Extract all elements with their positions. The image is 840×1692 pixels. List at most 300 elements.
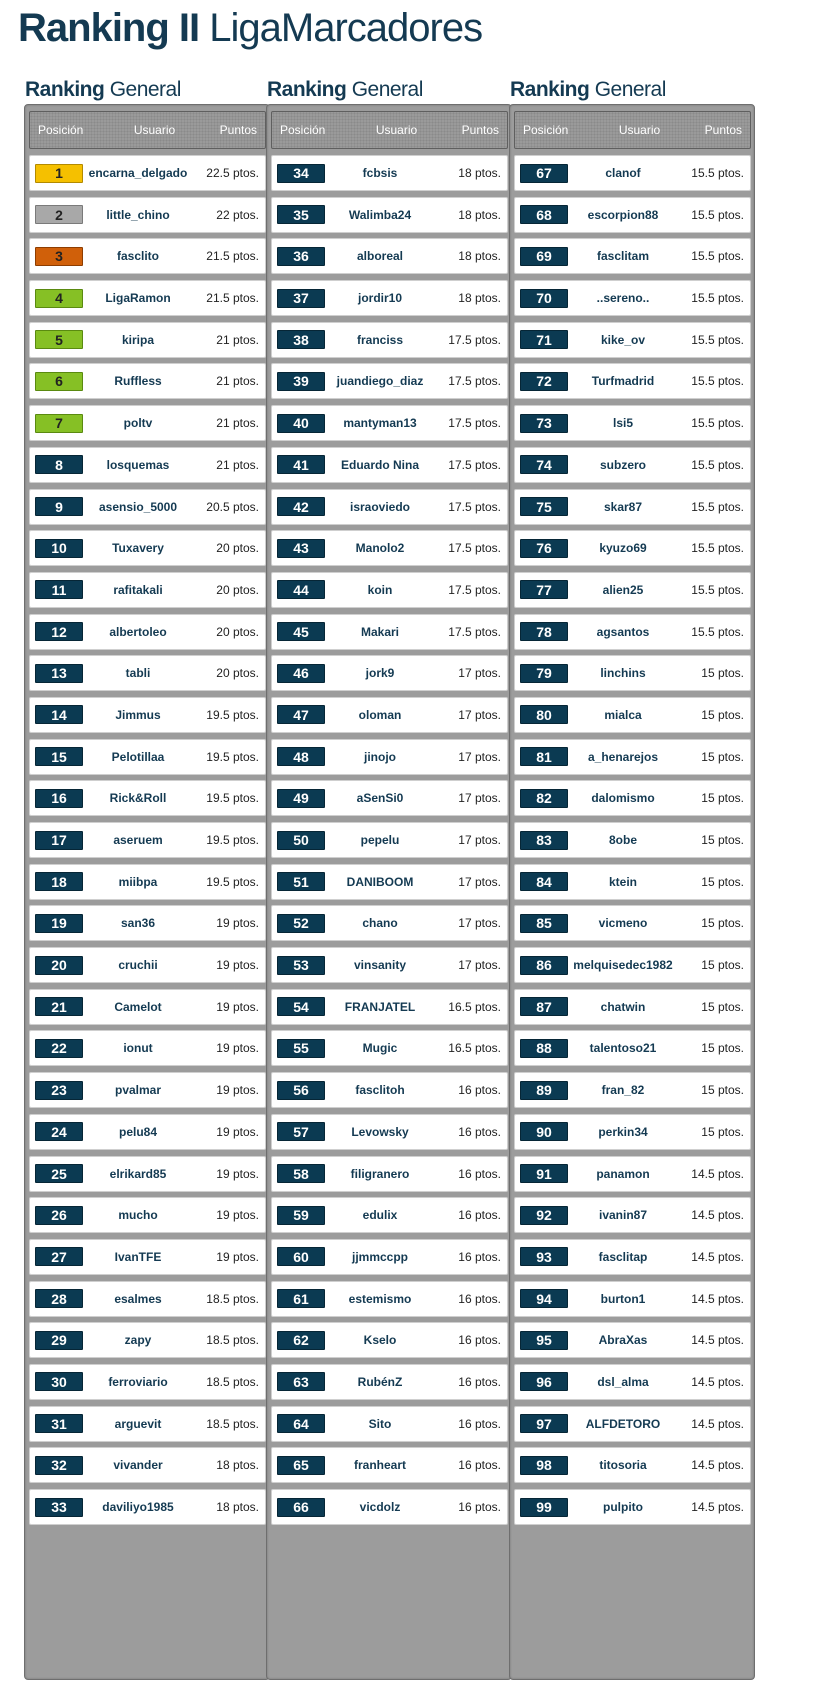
points-value: 20 ptos.: [216, 541, 259, 556]
username: ivanin87: [598, 1208, 648, 1223]
points-value: 16.5 ptos.: [448, 999, 501, 1014]
username: Sito: [368, 1416, 392, 1431]
points-value: 18.5 ptos.: [206, 1416, 259, 1431]
points-value: 15 ptos.: [701, 833, 744, 847]
points-value: 16 ptos.: [458, 1416, 501, 1431]
ranking-row: [29, 822, 266, 858]
ranking-row: [514, 780, 751, 816]
ranking-row: [514, 1364, 751, 1400]
username: Jimmus: [115, 707, 161, 722]
position-badge: 60: [277, 1247, 325, 1266]
points-value: 17 ptos.: [458, 958, 501, 973]
position-badge: 50: [277, 831, 325, 850]
position-badge: 39: [277, 372, 325, 391]
points-value: 22.5 ptos.: [206, 166, 259, 180]
ranking-row: [29, 322, 266, 358]
username: vicdolz: [359, 1500, 401, 1514]
points-value: 21 ptos.: [216, 374, 259, 389]
ranking-row: [514, 1489, 751, 1525]
username: losquemas: [106, 457, 170, 472]
position-badge: 76: [520, 539, 568, 558]
ranking-row: [29, 1156, 266, 1192]
ranking-row: [271, 447, 508, 483]
column-title-bold: Ranking: [510, 78, 590, 101]
position-badge: 65: [277, 1456, 325, 1475]
position-badge: 4: [35, 289, 83, 308]
username: juandiego_diaz: [336, 374, 424, 389]
ranking-row: [271, 864, 508, 900]
points-value: 21 ptos.: [216, 332, 259, 347]
ranking-row: [29, 1239, 266, 1275]
column-title-light: General: [594, 78, 666, 101]
username: estemismo: [348, 1291, 412, 1306]
points-value: 17.5 ptos.: [448, 499, 501, 514]
points-value: 16.5 ptos.: [448, 1041, 501, 1056]
username: edulix: [362, 1208, 398, 1223]
username: rafitakali: [113, 582, 163, 597]
points-value: 15 ptos.: [701, 749, 744, 764]
position-badge: 78: [520, 622, 568, 641]
points-value: 20.5 ptos.: [206, 499, 259, 514]
column-title-bold: Ranking: [25, 78, 105, 101]
ranking-row: [29, 1322, 266, 1358]
points-value: 15.5 ptos.: [691, 541, 744, 556]
position-badge: 72: [520, 372, 568, 391]
position-badge: 9: [35, 497, 83, 516]
points-value: 18.5 ptos.: [206, 1291, 259, 1306]
position-badge: 5: [35, 330, 83, 349]
points-value: 16 ptos.: [458, 1083, 501, 1098]
position-badge: 8: [35, 455, 83, 474]
ranking-row: [29, 905, 266, 941]
ranking-row: [271, 1072, 508, 1108]
position-badge: 92: [520, 1206, 568, 1225]
ranking-row: [29, 1114, 266, 1150]
ranking-row: [29, 1030, 266, 1066]
header-points: Puntos: [461, 123, 499, 137]
username: Walimba24: [348, 207, 412, 222]
points-value: 17 ptos.: [458, 749, 501, 764]
ranking-row: [271, 238, 508, 274]
position-badge: 21: [35, 997, 83, 1016]
points-value: 19.5 ptos.: [206, 791, 259, 806]
ranking-row: [514, 1197, 751, 1233]
points-value: 15 ptos.: [701, 874, 744, 889]
page-title-light: LigaMarcadores: [209, 6, 483, 50]
username: Makari: [360, 624, 400, 639]
points-value: 17.5 ptos.: [448, 541, 501, 556]
username: agsantos: [596, 624, 650, 639]
position-badge: 70: [520, 289, 568, 308]
ranking-panel: [266, 104, 512, 1680]
position-badge: 6: [35, 372, 83, 391]
position-badge: 77: [520, 580, 568, 599]
ranking-row: [29, 655, 266, 691]
points-value: 19 ptos.: [216, 958, 259, 973]
position-badge: 29: [35, 1331, 83, 1350]
position-badge: 23: [35, 1081, 83, 1100]
points-value: 15.5 ptos.: [691, 416, 744, 431]
position-badge: 90: [520, 1122, 568, 1141]
ranking-rows: [271, 155, 508, 1525]
points-value: 15.5 ptos.: [691, 166, 744, 180]
points-value: 17 ptos.: [458, 916, 501, 931]
points-value: 16 ptos.: [458, 1124, 501, 1139]
ranking-row: [271, 1447, 508, 1483]
position-badge: 99: [520, 1498, 568, 1517]
position-badge: 16: [35, 789, 83, 808]
ranking-row: [514, 1239, 751, 1275]
ranking-row: [514, 1406, 751, 1442]
ranking-row: [271, 1364, 508, 1400]
ranking-row: [271, 1030, 508, 1066]
column-title: [24, 76, 276, 104]
username: perkin34: [598, 1124, 648, 1139]
points-value: 14.5 ptos.: [691, 1208, 744, 1223]
ranking-row: [271, 405, 508, 441]
username: daviliyo1985: [102, 1500, 174, 1514]
header-position: Posición: [523, 123, 569, 137]
username: vivander: [113, 1458, 163, 1473]
position-badge: 89: [520, 1081, 568, 1100]
points-value: 15.5 ptos.: [691, 457, 744, 472]
position-badge: 59: [277, 1206, 325, 1225]
position-badge: 58: [277, 1164, 325, 1183]
username: ..sereno..: [596, 291, 650, 306]
points-value: 16 ptos.: [458, 1249, 501, 1264]
position-badge: 7: [35, 414, 83, 433]
points-value: 19.5 ptos.: [206, 833, 259, 847]
ranking-row: [29, 489, 266, 525]
points-value: 15 ptos.: [701, 916, 744, 931]
points-value: 15.5 ptos.: [691, 624, 744, 639]
position-badge: 3: [35, 247, 83, 266]
points-value: 19 ptos.: [216, 1041, 259, 1056]
points-value: 17 ptos.: [458, 874, 501, 889]
username: Pelotillaa: [111, 749, 165, 764]
username: asensio_5000: [98, 499, 178, 514]
points-value: 19 ptos.: [216, 1124, 259, 1139]
ranking-row: [514, 1030, 751, 1066]
ranking-column-1: [24, 76, 276, 1680]
username: san36: [120, 916, 156, 931]
position-badge: 36: [277, 247, 325, 266]
points-value: 19 ptos.: [216, 1249, 259, 1264]
username: dsl_alma: [597, 1374, 649, 1389]
position-badge: 68: [520, 205, 568, 224]
username: kyuzo69: [599, 541, 647, 556]
ranking-column-2: [266, 76, 518, 1680]
username: Rick&Roll: [109, 791, 167, 806]
ranking-row: [271, 572, 508, 608]
username: tabli: [125, 666, 151, 681]
header-points: Puntos: [704, 123, 742, 137]
position-badge: 52: [277, 914, 325, 933]
header-position: Posición: [38, 123, 84, 137]
username: ionut: [123, 1041, 153, 1056]
position-badge: 81: [520, 747, 568, 766]
position-badge: 33: [35, 1498, 83, 1517]
position-badge: 24: [35, 1122, 83, 1141]
username: zapy: [124, 1333, 152, 1348]
ranking-row: [29, 989, 266, 1025]
ranking-row: [271, 655, 508, 691]
points-value: 21 ptos.: [216, 416, 259, 431]
username: LigaRamon: [105, 291, 171, 306]
ranking-row: [271, 822, 508, 858]
position-badge: 73: [520, 414, 568, 433]
ranking-row: [271, 1197, 508, 1233]
position-badge: 75: [520, 497, 568, 516]
points-value: 18.5 ptos.: [206, 1374, 259, 1389]
ranking-row: [29, 238, 266, 274]
ranking-row: [271, 322, 508, 358]
ranking-row: [514, 155, 751, 191]
username: fcbsis: [362, 166, 398, 180]
ranking-row: [514, 697, 751, 733]
header-position: Posición: [280, 123, 326, 137]
position-badge: 53: [277, 956, 325, 975]
position-badge: 71: [520, 330, 568, 349]
username: mantyman13: [343, 416, 417, 431]
ranking-row: [271, 1114, 508, 1150]
username: miibpa: [118, 874, 158, 889]
username: panamon: [596, 1166, 650, 1181]
ranking-row: [514, 1114, 751, 1150]
position-badge: 28: [35, 1289, 83, 1308]
points-value: 18 ptos.: [458, 207, 501, 222]
points-value: 15 ptos.: [701, 1124, 744, 1139]
points-value: 17.5 ptos.: [448, 332, 501, 347]
ranking-row: [514, 905, 751, 941]
ranking-row: [514, 947, 751, 983]
points-value: 17.5 ptos.: [448, 582, 501, 597]
position-badge: 54: [277, 997, 325, 1016]
points-value: 16 ptos.: [458, 1291, 501, 1306]
column-title-bold: Ranking: [267, 78, 347, 101]
ranking-rows: [514, 155, 751, 1525]
ranking-row: [29, 530, 266, 566]
position-badge: 94: [520, 1289, 568, 1308]
ranking-row: [514, 614, 751, 650]
ranking-row: [514, 322, 751, 358]
username: jork9: [365, 666, 395, 681]
username: jjmmccpp: [351, 1249, 408, 1264]
ranking-row: [514, 1281, 751, 1317]
username: Tuxavery: [112, 541, 164, 556]
points-value: 16 ptos.: [458, 1166, 501, 1181]
username: chano: [362, 916, 398, 931]
position-badge: 62: [277, 1331, 325, 1350]
position-badge: 74: [520, 455, 568, 474]
username: oloman: [358, 707, 402, 722]
username: filigranero: [350, 1166, 410, 1181]
position-badge: 87: [520, 997, 568, 1016]
ranking-row: [271, 947, 508, 983]
points-value: 21.5 ptos.: [206, 291, 259, 306]
points-value: 19 ptos.: [216, 916, 259, 931]
points-value: 14.5 ptos.: [691, 1333, 744, 1348]
ranking-row: [514, 1447, 751, 1483]
column-title: [266, 76, 518, 104]
points-value: 19 ptos.: [216, 1083, 259, 1098]
ranking-row: [29, 1406, 266, 1442]
column-title-light: General: [109, 78, 181, 101]
username: aseruem: [113, 833, 163, 847]
username: koin: [367, 582, 393, 597]
ranking-row: [271, 489, 508, 525]
username: RubénZ: [357, 1374, 403, 1389]
points-value: 14.5 ptos.: [691, 1291, 744, 1306]
ranking-row: [271, 780, 508, 816]
username: mialca: [604, 707, 642, 722]
header-points: Puntos: [219, 123, 257, 137]
position-badge: 61: [277, 1289, 325, 1308]
username: alien25: [602, 582, 644, 597]
position-badge: 83: [520, 831, 568, 850]
ranking-row: [271, 530, 508, 566]
username: jordir10: [357, 291, 402, 306]
username: melquisedec1982: [573, 958, 673, 973]
position-badge: 38: [277, 330, 325, 349]
points-value: 17 ptos.: [458, 833, 501, 847]
ranking-row: [514, 1072, 751, 1108]
username: esalmes: [114, 1291, 162, 1306]
points-value: 15.5 ptos.: [691, 332, 744, 347]
ranking-row: [29, 197, 266, 233]
ranking-row: [29, 614, 266, 650]
username: albertoleo: [109, 624, 167, 639]
username: AbraXas: [598, 1333, 648, 1348]
points-value: 18 ptos.: [458, 249, 501, 264]
username: a_henarejos: [587, 749, 659, 764]
ranking-panel: [509, 104, 755, 1680]
points-value: 15 ptos.: [701, 666, 744, 681]
position-badge: 93: [520, 1247, 568, 1266]
ranking-row: [514, 489, 751, 525]
position-badge: 79: [520, 664, 568, 683]
points-value: 21 ptos.: [216, 457, 259, 472]
username: 8obe: [608, 833, 637, 847]
position-badge: 1: [35, 164, 83, 183]
position-badge: 47: [277, 705, 325, 724]
ranking-row: [514, 822, 751, 858]
position-badge: 14: [35, 705, 83, 724]
ranking-row: [271, 1489, 508, 1525]
username: DANIBOOM: [346, 874, 414, 889]
position-badge: 30: [35, 1372, 83, 1391]
points-value: 18.5 ptos.: [206, 1333, 259, 1348]
points-value: 16 ptos.: [458, 1500, 501, 1514]
username: fasclitoh: [355, 1083, 405, 1098]
position-badge: 17: [35, 831, 83, 850]
username: aSenSi0: [356, 791, 404, 806]
points-value: 15.5 ptos.: [691, 249, 744, 264]
ranking-row: [29, 1072, 266, 1108]
ranking-row: [29, 1197, 266, 1233]
username: pelu84: [118, 1124, 157, 1139]
position-badge: 56: [277, 1081, 325, 1100]
points-value: 19.5 ptos.: [206, 874, 259, 889]
position-badge: 32: [35, 1456, 83, 1475]
ranking-row: [271, 697, 508, 733]
position-badge: 96: [520, 1372, 568, 1391]
username: cruchii: [118, 958, 158, 973]
points-value: 20 ptos.: [216, 666, 259, 681]
ranking-row: [29, 864, 266, 900]
position-badge: 57: [277, 1122, 325, 1141]
username: Levowsky: [351, 1124, 409, 1139]
position-badge: 15: [35, 747, 83, 766]
ranking-row: [29, 947, 266, 983]
position-badge: 66: [277, 1498, 325, 1517]
position-badge: 41: [277, 455, 325, 474]
ranking-row: [271, 155, 508, 191]
position-badge: 55: [277, 1039, 325, 1058]
points-value: 16 ptos.: [458, 1208, 501, 1223]
username: poltv: [123, 416, 153, 431]
position-badge: 2: [35, 205, 83, 224]
points-value: 17.5 ptos.: [448, 457, 501, 472]
username: talentoso21: [589, 1041, 657, 1056]
username: chatwin: [600, 999, 646, 1014]
ranking-row: [271, 197, 508, 233]
username: burton1: [600, 1291, 646, 1306]
ranking-row: [271, 1156, 508, 1192]
username: franciss: [356, 332, 404, 347]
ranking-row: [271, 905, 508, 941]
table-header: [514, 111, 751, 149]
page-title: [18, 4, 482, 52]
username: linchins: [600, 666, 646, 681]
username: elrikard85: [109, 1166, 167, 1181]
position-badge: 31: [35, 1414, 83, 1433]
username: IvanTFE: [114, 1249, 162, 1264]
username: encarna_delgado: [88, 166, 188, 180]
points-value: 19 ptos.: [216, 999, 259, 1014]
points-value: 14.5 ptos.: [691, 1416, 744, 1431]
username: pepelu: [360, 833, 400, 847]
ranking-row: [271, 614, 508, 650]
ranking-row: [29, 1447, 266, 1483]
points-value: 14.5 ptos.: [691, 1458, 744, 1473]
points-value: 17.5 ptos.: [448, 624, 501, 639]
username: ferroviario: [108, 1374, 168, 1389]
username: fasclitap: [598, 1249, 648, 1264]
position-badge: 22: [35, 1039, 83, 1058]
position-badge: 44: [277, 580, 325, 599]
position-badge: 45: [277, 622, 325, 641]
ranking-row: [29, 405, 266, 441]
username: subzero: [599, 457, 646, 472]
position-badge: 51: [277, 872, 325, 891]
username: Eduardo Nina: [340, 457, 419, 472]
position-badge: 69: [520, 247, 568, 266]
points-value: 20 ptos.: [216, 624, 259, 639]
points-value: 21.5 ptos.: [206, 249, 259, 264]
points-value: 15 ptos.: [701, 791, 744, 806]
position-badge: 80: [520, 705, 568, 724]
position-badge: 42: [277, 497, 325, 516]
ranking-row: [271, 739, 508, 775]
points-value: 17 ptos.: [458, 791, 501, 806]
username: escorpion88: [587, 207, 659, 222]
position-badge: 82: [520, 789, 568, 808]
position-badge: 67: [520, 164, 568, 183]
ranking-row: [514, 739, 751, 775]
ranking-row: [514, 280, 751, 316]
username: dalomismo: [591, 791, 655, 806]
